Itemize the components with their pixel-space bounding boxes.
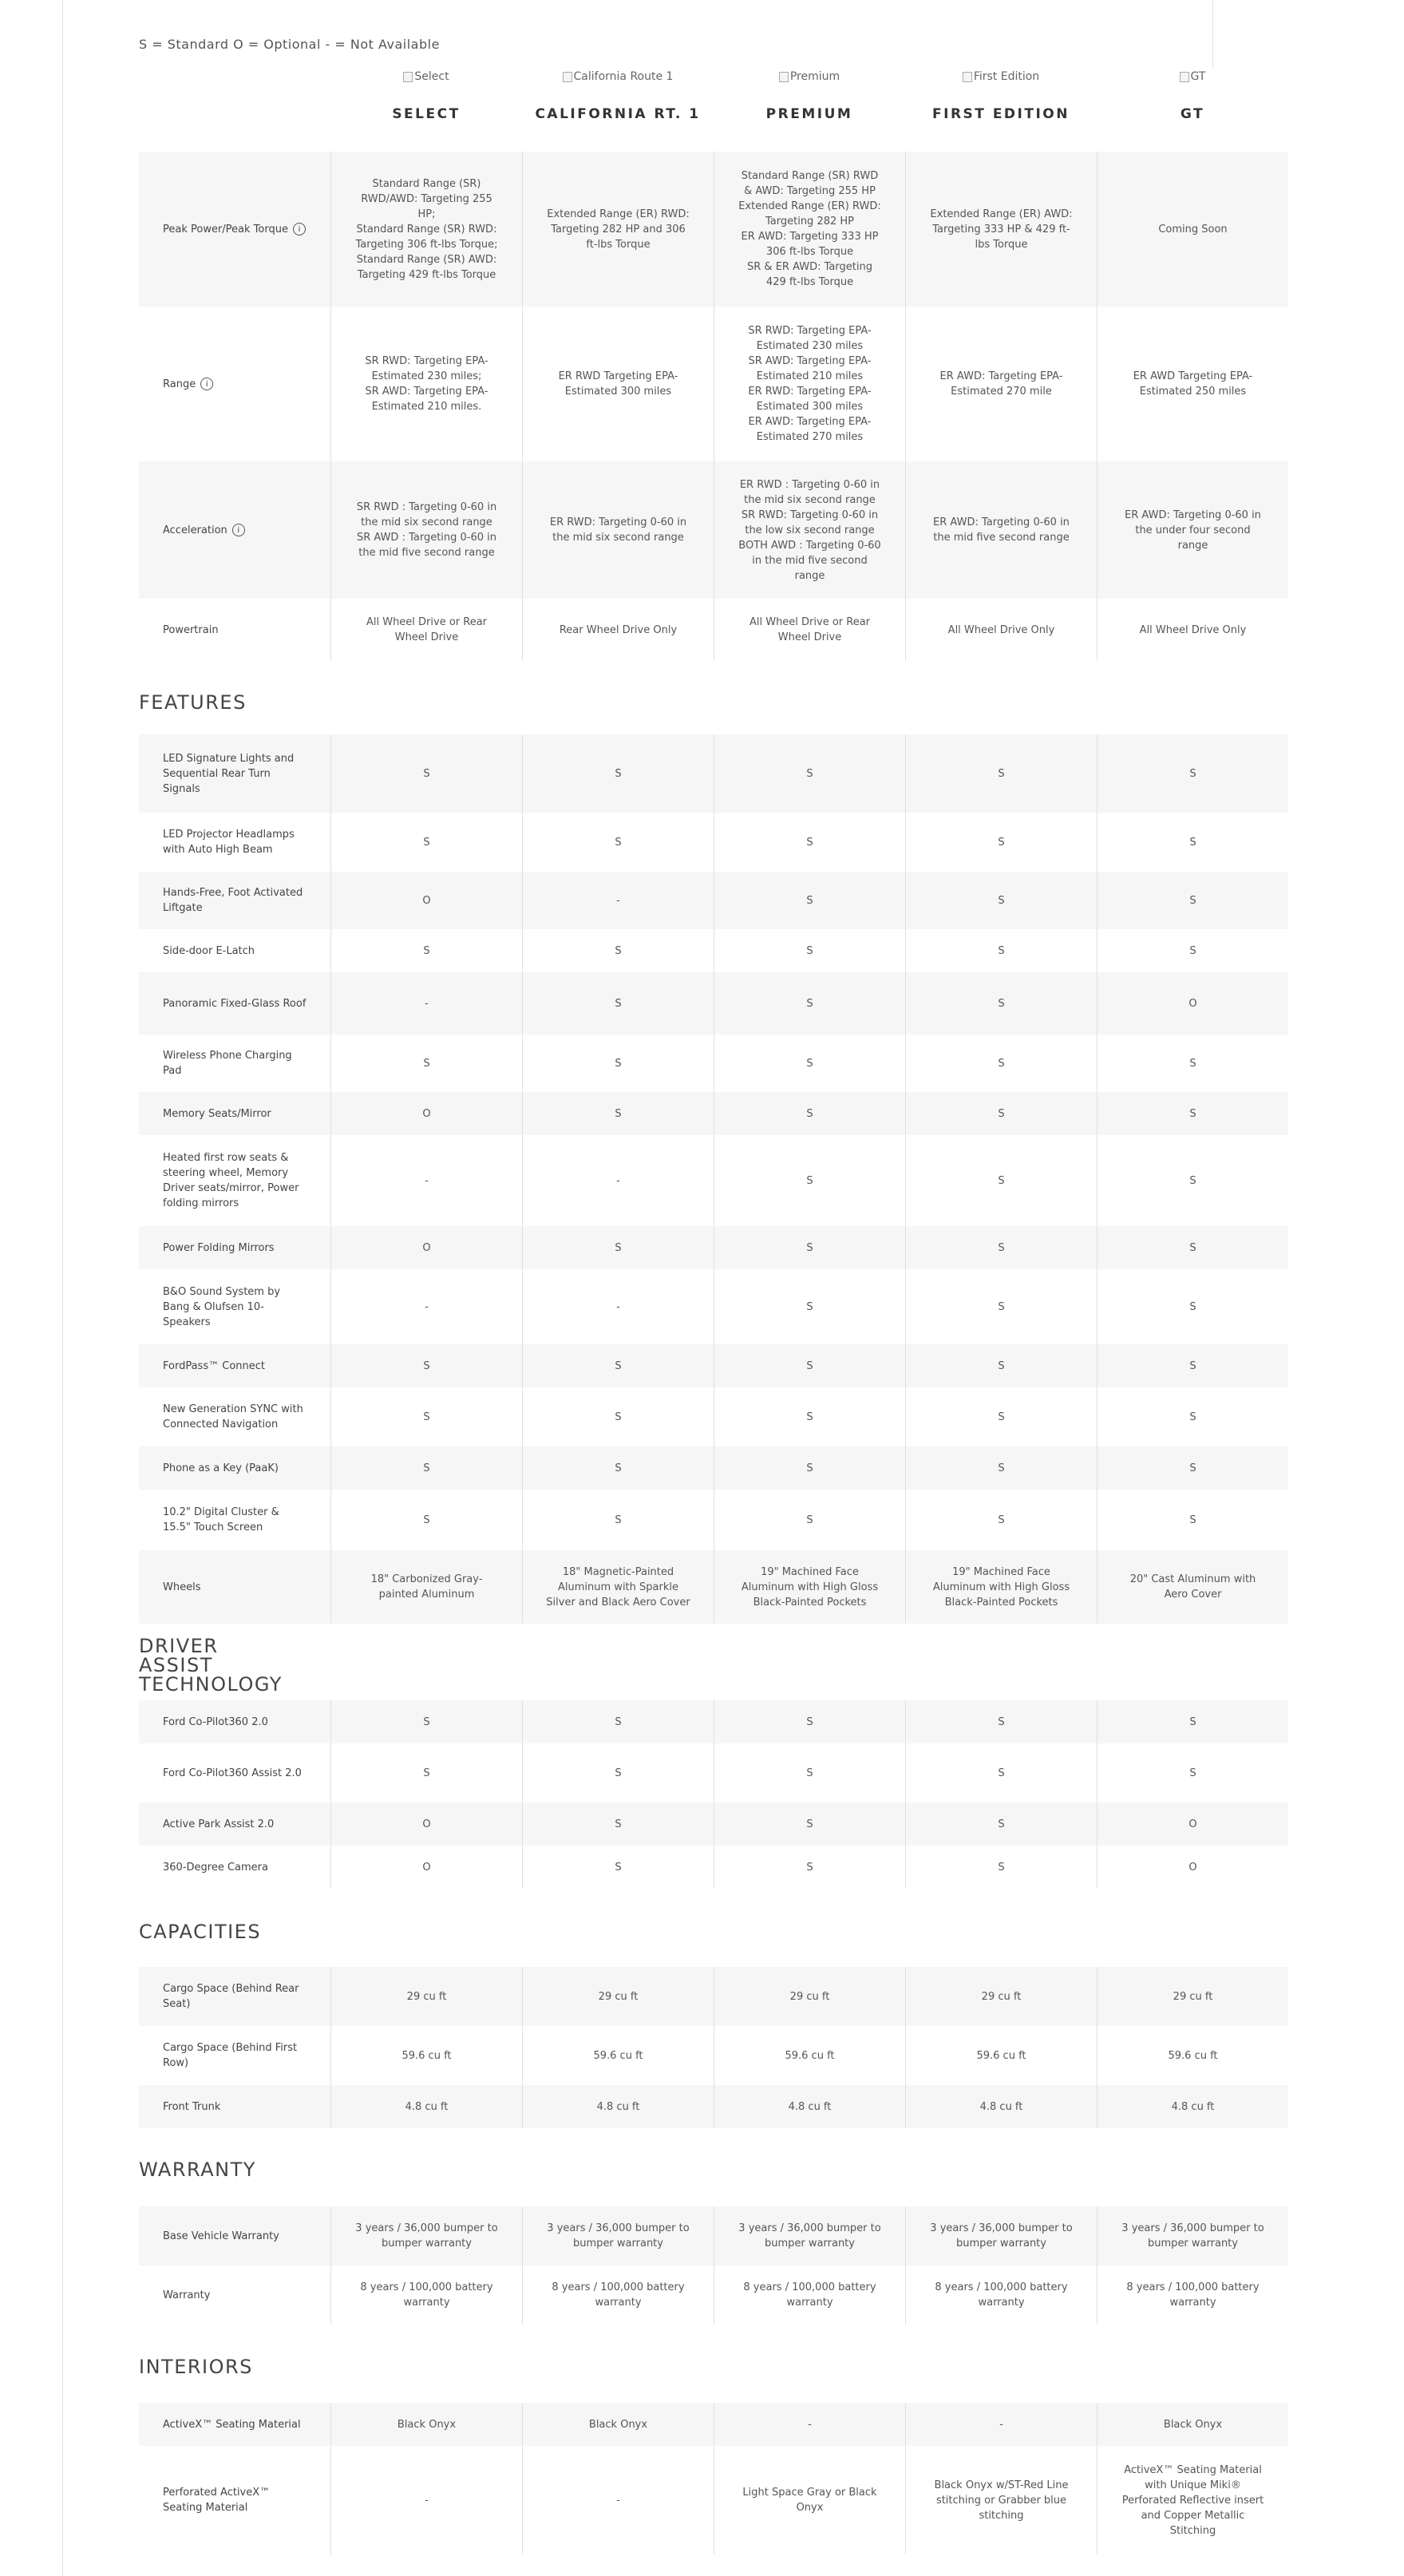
- spec-label-text: ActiveX™ Seating Material: [163, 2418, 301, 2431]
- spec-row-label: [163, 929, 307, 972]
- spec-label-text: Cargo Space (Behind First Row): [163, 2042, 298, 2069]
- spec-cell-first-edition: S: [905, 1490, 1097, 1550]
- spec-cell-select: 18" Carbonized Gray-painted Aluminum: [330, 1550, 522, 1624]
- spec-label-text: Memory Seats/Mirror: [163, 1107, 271, 1120]
- spec-label-text: Front Trunk: [163, 2100, 221, 2113]
- spec-cell-premium: S: [714, 1226, 905, 1269]
- spec-cell-select: -: [330, 2446, 522, 2554]
- spec-cell-premium: S: [714, 872, 905, 929]
- select-image: Select: [403, 70, 449, 83]
- spec-label-text: Ford Co-Pilot360 2.0: [163, 1715, 268, 1728]
- spec-cell-california-rt-1: 3 years / 36,000 bumper to bumper warranty: [522, 2206, 714, 2265]
- spec-cell-gt: Coming Soon: [1097, 152, 1288, 307]
- spec-label-text: Phone as a Key (PaaK): [163, 1462, 279, 1474]
- spec-row-new-generation-sync-with-connected-navigation: [139, 1387, 1288, 1446]
- spec-cell-select: 59.6 cu ft: [330, 2026, 522, 2085]
- spec-cell-select: S: [330, 1344, 522, 1387]
- spec-cell-california-rt-1: S: [522, 1092, 714, 1135]
- spec-cell-california-rt-1: -: [522, 1135, 714, 1226]
- spec-cell-select: S: [330, 1387, 522, 1446]
- spec-cell-first-edition: S: [905, 1269, 1097, 1344]
- spec-label-text: Panoramic Fixed-Glass Roof: [163, 997, 307, 1010]
- spec-cell-gt: S: [1097, 1344, 1288, 1387]
- spec-cell-premium: S: [714, 972, 905, 1035]
- spec-cell-premium: 4.8 cu ft: [714, 2085, 905, 2128]
- spec-cell-first-edition: S: [905, 1446, 1097, 1490]
- spec-label-text: LED Signature Lights and Sequential Rear Turn Signals: [163, 752, 295, 795]
- spec-cell-california-rt-1: -: [522, 872, 714, 929]
- spec-cell-gt: 29 cu ft: [1097, 1967, 1288, 2026]
- trim-header-gt: [1097, 67, 1288, 122]
- spec-label-text: Wireless Phone Charging Pad: [163, 1050, 292, 1077]
- spec-row-360-degree-camera: [139, 1846, 1288, 1889]
- spec-cell-select: S: [330, 1446, 522, 1490]
- spec-cell-select: 3 years / 36,000 bumper to bumper warranty: [330, 2206, 522, 2265]
- spec-cell-california-rt-1: S: [522, 929, 714, 972]
- spec-cell-first-edition: S: [905, 1344, 1097, 1387]
- california-route-1-image: California Route 1: [563, 70, 674, 83]
- spec-cell-gt: O: [1097, 1846, 1288, 1889]
- spec-row-label: [163, 1387, 307, 1446]
- spec-row-fordpass-connect: [139, 1344, 1288, 1387]
- spec-cell-california-rt-1: S: [522, 1802, 714, 1846]
- spec-cell-select: SR RWD : Targeting 0-60 in the mid six second range SR AWD : Targeting 0-60 in the mid five second range: [330, 461, 522, 599]
- spec-row-memory-seats-mirror: [139, 1092, 1288, 1135]
- broken-image-icon: [563, 72, 572, 82]
- trim-name: FIRST EDITION: [932, 105, 1070, 122]
- spec-cell-california-rt-1: S: [522, 813, 714, 872]
- spec-cell-select: Black Onyx: [330, 2403, 522, 2446]
- spec-row-powertrain: [139, 599, 1288, 661]
- spec-row-label: [163, 152, 307, 307]
- spec-row-label: [163, 1226, 307, 1269]
- spec-cell-select: -: [330, 1269, 522, 1344]
- spec-cell-first-edition: 3 years / 36,000 bumper to bumper warranty: [905, 2206, 1097, 2265]
- spec-cell-gt: S: [1097, 872, 1288, 929]
- spec-cell-first-edition: S: [905, 1092, 1097, 1135]
- spec-row-led-projector-headlamps-with-auto-high-beam: [139, 813, 1288, 872]
- spec-cell-gt: S: [1097, 1700, 1288, 1743]
- spec-cell-gt: All Wheel Drive Only: [1097, 599, 1288, 661]
- spec-cell-gt: S: [1097, 1226, 1288, 1269]
- spec-label-text: 10.2" Digital Cluster & 15.5" Touch Screen: [163, 1506, 279, 1533]
- spec-cell-select: Standard Range (SR) RWD/AWD: Targeting 255 HP; Standard Range (SR) RWD: Targeting 306 ft-lbs Torque; Standard Range (SR) AWD: Targeting 429 ft-lbs Torque: [330, 152, 522, 307]
- spec-label-text: Wheels: [163, 1581, 201, 1593]
- spec-row-label: [163, 734, 307, 813]
- trim-name: SELECT: [392, 105, 461, 122]
- spec-cell-gt: ER AWD: Targeting 0-60 in the under four second range: [1097, 461, 1288, 599]
- spec-row-warranty: [139, 2265, 1288, 2325]
- spec-row-label: [163, 1700, 307, 1743]
- spec-cell-first-edition: S: [905, 1387, 1097, 1446]
- spec-row-label: [163, 461, 307, 599]
- spec-cell-premium: S: [714, 929, 905, 972]
- spec-cell-premium: S: [714, 1490, 905, 1550]
- spec-cell-first-edition: S: [905, 1846, 1097, 1889]
- spec-cell-select: S: [330, 929, 522, 972]
- spec-cell-first-edition: All Wheel Drive Only: [905, 599, 1097, 661]
- spec-row-label: [163, 2206, 307, 2265]
- spec-row-label: [163, 1490, 307, 1550]
- gt-image: GT: [1180, 70, 1206, 83]
- spec-cell-california-rt-1: S: [522, 1226, 714, 1269]
- spec-label-text: New Generation SYNC with Connected Navigation: [163, 1403, 303, 1430]
- spec-row-label: [163, 2026, 307, 2085]
- spec-cell-first-edition: S: [905, 734, 1097, 813]
- spec-cell-california-rt-1: S: [522, 1387, 714, 1446]
- spec-cell-select: S: [330, 1490, 522, 1550]
- spec-cell-gt: 8 years / 100,000 battery warranty: [1097, 2265, 1288, 2325]
- section-title-driver-assist-technology: DRIVER ASSIST TECHNOLOGY: [139, 1635, 283, 1696]
- top-divider-line: [1212, 0, 1213, 69]
- spec-cell-premium: S: [714, 1743, 905, 1802]
- spec-cell-gt: 59.6 cu ft: [1097, 2026, 1288, 2085]
- spec-cell-select: O: [330, 1846, 522, 1889]
- spec-cell-select: All Wheel Drive or Rear Wheel Drive: [330, 599, 522, 661]
- spec-cell-california-rt-1: S: [522, 1035, 714, 1092]
- info-icon[interactable]: i: [293, 223, 306, 235]
- spec-cell-gt: ActiveX™ Seating Material with Unique Miki® Perforated Reflective insert and Copper Metallic Stitching: [1097, 2446, 1288, 2554]
- spec-row-label: [163, 1846, 307, 1889]
- spec-cell-first-edition: -: [905, 2403, 1097, 2446]
- spec-row-ford-co-pilot360-2-0: [139, 1700, 1288, 1743]
- spec-cell-premium: S: [714, 1387, 905, 1446]
- spec-cell-first-edition: S: [905, 1135, 1097, 1226]
- spec-cell-california-rt-1: S: [522, 1446, 714, 1490]
- spec-cell-gt: S: [1097, 929, 1288, 972]
- trim-name: CALIFORNIA RT. 1: [535, 105, 701, 122]
- trim-header: [330, 67, 1288, 139]
- spec-label-text: Powertrain: [163, 623, 219, 636]
- spec-row-front-trunk: [139, 2085, 1288, 2128]
- spec-row-led-signature-lights-and-sequential-rear-turn-signals: [139, 734, 1288, 813]
- broken-image-icon: [403, 72, 413, 82]
- trim-header-california-rt1: [522, 67, 714, 122]
- spec-cell-gt: O: [1097, 1802, 1288, 1846]
- spec-cell-premium: S: [714, 734, 905, 813]
- spec-label-text: B&O Sound System by Bang & Olufsen 10-Speakers: [163, 1285, 281, 1328]
- spec-cell-california-rt-1: -: [522, 1269, 714, 1344]
- spec-cell-first-edition: Black Onyx w/ST-Red Line stitching or Grabber blue stitching: [905, 2446, 1097, 2554]
- spec-cell-premium: 3 years / 36,000 bumper to bumper warranty: [714, 2206, 905, 2265]
- spec-label-text: Base Vehicle Warranty: [163, 2230, 279, 2242]
- spec-cell-premium: S: [714, 1344, 905, 1387]
- spec-cell-california-rt-1: S: [522, 1743, 714, 1802]
- spec-row-label: [163, 2403, 307, 2446]
- spec-row-side-door-e-latch: [139, 929, 1288, 972]
- spec-cell-premium: S: [714, 1446, 905, 1490]
- spec-cell-california-rt-1: S: [522, 972, 714, 1035]
- spec-cell-first-edition: ER AWD: Targeting EPA-Estimated 270 mile: [905, 307, 1097, 461]
- spec-label-text: Active Park Assist 2.0: [163, 1818, 275, 1830]
- spec-row-acceleration: [139, 461, 1288, 599]
- spec-cell-california-rt-1: ER RWD: Targeting 0-60 in the mid six second range: [522, 461, 714, 599]
- spec-cell-gt: S: [1097, 1035, 1288, 1092]
- spec-cell-first-edition: 8 years / 100,000 battery warranty: [905, 2265, 1097, 2325]
- spec-cell-gt: S: [1097, 1743, 1288, 1802]
- spec-cell-select: -: [330, 972, 522, 1035]
- spec-row-label: [163, 307, 307, 461]
- spec-row-label: [163, 1550, 307, 1624]
- spec-cell-gt: 20" Cast Aluminum with Aero Cover: [1097, 1550, 1288, 1624]
- spec-label-text: Heated first row seats & steering wheel, Memory Driver seats/mirror, Power folding mirrors: [163, 1152, 299, 1209]
- spec-cell-select: S: [330, 734, 522, 813]
- spec-row-b-o-sound-system-by-bang-olufsen-10-speakers: [139, 1269, 1288, 1344]
- trim-name: PREMIUM: [765, 105, 853, 122]
- spec-cell-premium: 59.6 cu ft: [714, 2026, 905, 2085]
- spec-cell-gt: S: [1097, 734, 1288, 813]
- info-icon[interactable]: i: [232, 524, 245, 536]
- spec-row-activex-seating-material: [139, 2403, 1288, 2446]
- spec-row-label: [163, 1743, 307, 1802]
- spec-row-perforated-activex-seating-material: [139, 2446, 1288, 2554]
- spec-cell-california-rt-1: -: [522, 2446, 714, 2554]
- spec-cell-select: S: [330, 813, 522, 872]
- spec-cell-premium: S: [714, 1802, 905, 1846]
- spec-label-text: Perforated ActiveX™ Seating Material: [163, 2487, 271, 2514]
- section-title-interiors: INTERIORS: [139, 2356, 253, 2378]
- spec-row-label: [163, 1967, 307, 2026]
- spec-row-10-2-digital-cluster-15-5-touch-screen: [139, 1490, 1288, 1550]
- trim-name: GT: [1180, 105, 1205, 122]
- spec-cell-first-edition: S: [905, 1226, 1097, 1269]
- spec-cell-premium: Light Space Gray or Black Onyx: [714, 2446, 905, 2554]
- spec-label-text: Power Folding Mirrors: [163, 1241, 275, 1254]
- spec-row-label: [163, 2265, 307, 2325]
- spec-cell-premium: Standard Range (SR) RWD & AWD: Targeting 255 HP Extended Range (ER) RWD: Targeting 282 HP ER AWD: Targeting 333 HP 306 ft-lbs Torque SR & ER AWD: Targeting 429 ft-lbs Torque: [714, 152, 905, 307]
- spec-row-label: [163, 872, 307, 929]
- spec-cell-select: S: [330, 1700, 522, 1743]
- spec-cell-california-rt-1: 8 years / 100,000 battery warranty: [522, 2265, 714, 2325]
- spec-cell-gt: S: [1097, 1446, 1288, 1490]
- spec-row-label: [163, 1092, 307, 1135]
- spec-cell-premium: S: [714, 1135, 905, 1226]
- spec-cell-california-rt-1: Extended Range (ER) RWD: Targeting 282 HP and 306 ft-lbs Torque: [522, 152, 714, 307]
- spec-cell-first-edition: S: [905, 1035, 1097, 1092]
- trim-header-first-edition: [905, 67, 1097, 122]
- spec-label-text: LED Projector Headlamps with Auto High Beam: [163, 829, 295, 856]
- spec-cell-select: 29 cu ft: [330, 1967, 522, 2026]
- spec-cell-select: S: [330, 1035, 522, 1092]
- spec-cell-premium: S: [714, 1092, 905, 1135]
- spec-cell-select: 4.8 cu ft: [330, 2085, 522, 2128]
- spec-cell-select: O: [330, 872, 522, 929]
- spec-cell-select: O: [330, 1092, 522, 1135]
- spec-row-cargo-space-behind-rear-seat: [139, 1967, 1288, 2026]
- spec-cell-california-rt-1: S: [522, 1700, 714, 1743]
- spec-row-active-park-assist-2-0: [139, 1802, 1288, 1846]
- spec-cell-first-edition: ER AWD: Targeting 0-60 in the mid five second range: [905, 461, 1097, 599]
- spec-row-label: [163, 1135, 307, 1226]
- spec-label-text: Ford Co-Pilot360 Assist 2.0: [163, 1767, 302, 1779]
- spec-row-label: [163, 1802, 307, 1846]
- trim-header-select: [330, 67, 522, 122]
- spec-cell-california-rt-1: S: [522, 1490, 714, 1550]
- spec-cell-first-edition: S: [905, 872, 1097, 929]
- spec-row-label: [163, 599, 307, 661]
- spec-row-label: [163, 813, 307, 872]
- spec-cell-gt: S: [1097, 1387, 1288, 1446]
- spec-row-label: [163, 1035, 307, 1092]
- spec-cell-first-edition: Extended Range (ER) AWD: Targeting 333 HP & 429 ft-lbs Torque: [905, 152, 1097, 307]
- spec-row-phone-as-a-key-paak: [139, 1446, 1288, 1490]
- spec-cell-california-rt-1: S: [522, 1846, 714, 1889]
- first-edition-image: First Edition: [963, 70, 1039, 83]
- spec-cell-california-rt-1: Black Onyx: [522, 2403, 714, 2446]
- spec-cell-premium: ER RWD : Targeting 0-60 in the mid six second range SR RWD: Targeting 0-60 in the low six second range BOTH AWD : Targeting 0-60 in the mid five second range: [714, 461, 905, 599]
- spec-cell-gt: S: [1097, 1092, 1288, 1135]
- spec-label-text: Peak Power/Peak Torque: [163, 223, 288, 235]
- spec-row-hands-free-foot-activated-liftgate: [139, 872, 1288, 929]
- spec-row-wheels: [139, 1550, 1288, 1624]
- spec-cell-california-rt-1: Rear Wheel Drive Only: [522, 599, 714, 661]
- spec-row-power-folding-mirrors: [139, 1226, 1288, 1269]
- spec-cell-select: SR RWD: Targeting EPA-Estimated 230 miles; SR AWD: Targeting EPA-Estimated 210 miles.: [330, 307, 522, 461]
- spec-cell-first-edition: S: [905, 1802, 1097, 1846]
- spec-cell-first-edition: S: [905, 813, 1097, 872]
- spec-cell-gt: O: [1097, 972, 1288, 1035]
- premium-image: Premium: [779, 70, 840, 83]
- spec-cell-premium: All Wheel Drive or Rear Wheel Drive: [714, 599, 905, 661]
- spec-cell-first-edition: 59.6 cu ft: [905, 2026, 1097, 2085]
- spec-row-label: [163, 972, 307, 1035]
- spec-cell-first-edition: 29 cu ft: [905, 1967, 1097, 2026]
- spec-row-peak-power-peak-torque: [139, 152, 1288, 307]
- broken-image-icon: [963, 72, 972, 82]
- spec-row-base-vehicle-warranty: [139, 2206, 1288, 2265]
- spec-cell-california-rt-1: 4.8 cu ft: [522, 2085, 714, 2128]
- section-title-features: FEATURES: [139, 691, 247, 714]
- spec-label-text: Warranty: [163, 2289, 211, 2301]
- spec-cell-premium: S: [714, 1846, 905, 1889]
- spec-cell-first-edition: S: [905, 1743, 1097, 1802]
- broken-image-icon: [779, 72, 789, 82]
- spec-row-heated-first-row-seats-steering-wheel-memory-driver-seats-mirror-power-folding-mirrors: [139, 1135, 1288, 1226]
- spec-cell-select: S: [330, 1743, 522, 1802]
- spec-cell-premium: SR RWD: Targeting EPA-Estimated 230 miles SR AWD: Targeting EPA-Estimated 210 miles ER RWD: Targeting EPA-Estimated 300 miles ER AWD: Targeting EPA-Estimated 270 miles: [714, 307, 905, 461]
- spec-cell-gt: S: [1097, 1269, 1288, 1344]
- spec-cell-premium: 19" Machined Face Aluminum with High Gloss Black-Painted Pockets: [714, 1550, 905, 1624]
- spec-row-cargo-space-behind-first-row: [139, 2026, 1288, 2085]
- spec-label-text: Range: [163, 378, 196, 390]
- spec-cell-premium: 29 cu ft: [714, 1967, 905, 2026]
- spec-label-text: 360-Degree Camera: [163, 1861, 268, 1874]
- spec-cell-premium: S: [714, 1269, 905, 1344]
- section-title-capacities: CAPACITIES: [139, 1921, 262, 1943]
- spec-cell-gt: ER AWD Targeting EPA-Estimated 250 miles: [1097, 307, 1288, 461]
- spec-label-text: FordPass™ Connect: [163, 1359, 265, 1372]
- spec-cell-california-rt-1: 29 cu ft: [522, 1967, 714, 2026]
- spec-row-label: [163, 2085, 307, 2128]
- left-page-border: [62, 0, 63, 2576]
- spec-cell-premium: -: [714, 2403, 905, 2446]
- spec-cell-select: O: [330, 1802, 522, 1846]
- spec-cell-gt: S: [1097, 1490, 1288, 1550]
- spec-cell-premium: S: [714, 1035, 905, 1092]
- spec-cell-first-edition: S: [905, 972, 1097, 1035]
- spec-row-panoramic-fixed-glass-roof: [139, 972, 1288, 1035]
- spec-cell-premium: S: [714, 813, 905, 872]
- spec-cell-premium: 8 years / 100,000 battery warranty: [714, 2265, 905, 2325]
- spec-cell-gt: 3 years / 36,000 bumper to bumper warranty: [1097, 2206, 1288, 2265]
- spec-cell-first-edition: 19" Machined Face Aluminum with High Gloss Black-Painted Pockets: [905, 1550, 1097, 1624]
- spec-cell-gt: S: [1097, 813, 1288, 872]
- spec-cell-select: 8 years / 100,000 battery warranty: [330, 2265, 522, 2325]
- spec-cell-gt: Black Onyx: [1097, 2403, 1288, 2446]
- spec-cell-first-edition: S: [905, 929, 1097, 972]
- spec-cell-select: -: [330, 1135, 522, 1226]
- spec-cell-first-edition: 4.8 cu ft: [905, 2085, 1097, 2128]
- spec-label-text: Acceleration: [163, 524, 227, 536]
- spec-row-ford-co-pilot360-assist-2-0: [139, 1743, 1288, 1802]
- spec-cell-california-rt-1: ER RWD Targeting EPA-Estimated 300 miles: [522, 307, 714, 461]
- spec-row-label: [163, 1446, 307, 1490]
- spec-cell-premium: S: [714, 1700, 905, 1743]
- spec-row-wireless-phone-charging-pad: [139, 1035, 1288, 1092]
- broken-image-icon: [1180, 72, 1189, 82]
- spec-cell-california-rt-1: 59.6 cu ft: [522, 2026, 714, 2085]
- section-title-warranty: WARRANTY: [139, 2159, 256, 2181]
- spec-row-label: [163, 1269, 307, 1344]
- availability-legend: S = Standard O = Optional - = Not Available: [139, 37, 440, 52]
- spec-row-label: [163, 2446, 307, 2554]
- spec-row-range: [139, 307, 1288, 461]
- spec-cell-california-rt-1: S: [522, 734, 714, 813]
- spec-cell-gt: S: [1097, 1135, 1288, 1226]
- spec-row-label: [163, 1344, 307, 1387]
- spec-label-text: Side-door E-Latch: [163, 944, 255, 957]
- spec-cell-select: O: [330, 1226, 522, 1269]
- spec-cell-gt: 4.8 cu ft: [1097, 2085, 1288, 2128]
- spec-label-text: Cargo Space (Behind Rear Seat): [163, 1983, 299, 2010]
- spec-label-text: Hands-Free, Foot Activated Liftgate: [163, 887, 303, 914]
- spec-cell-california-rt-1: S: [522, 1344, 714, 1387]
- trim-header-premium: [714, 67, 905, 122]
- info-icon[interactable]: i: [200, 378, 213, 390]
- spec-cell-first-edition: S: [905, 1700, 1097, 1743]
- spec-cell-california-rt-1: 18" Magnetic-Painted Aluminum with Sparkle Silver and Black Aero Cover: [522, 1550, 714, 1624]
